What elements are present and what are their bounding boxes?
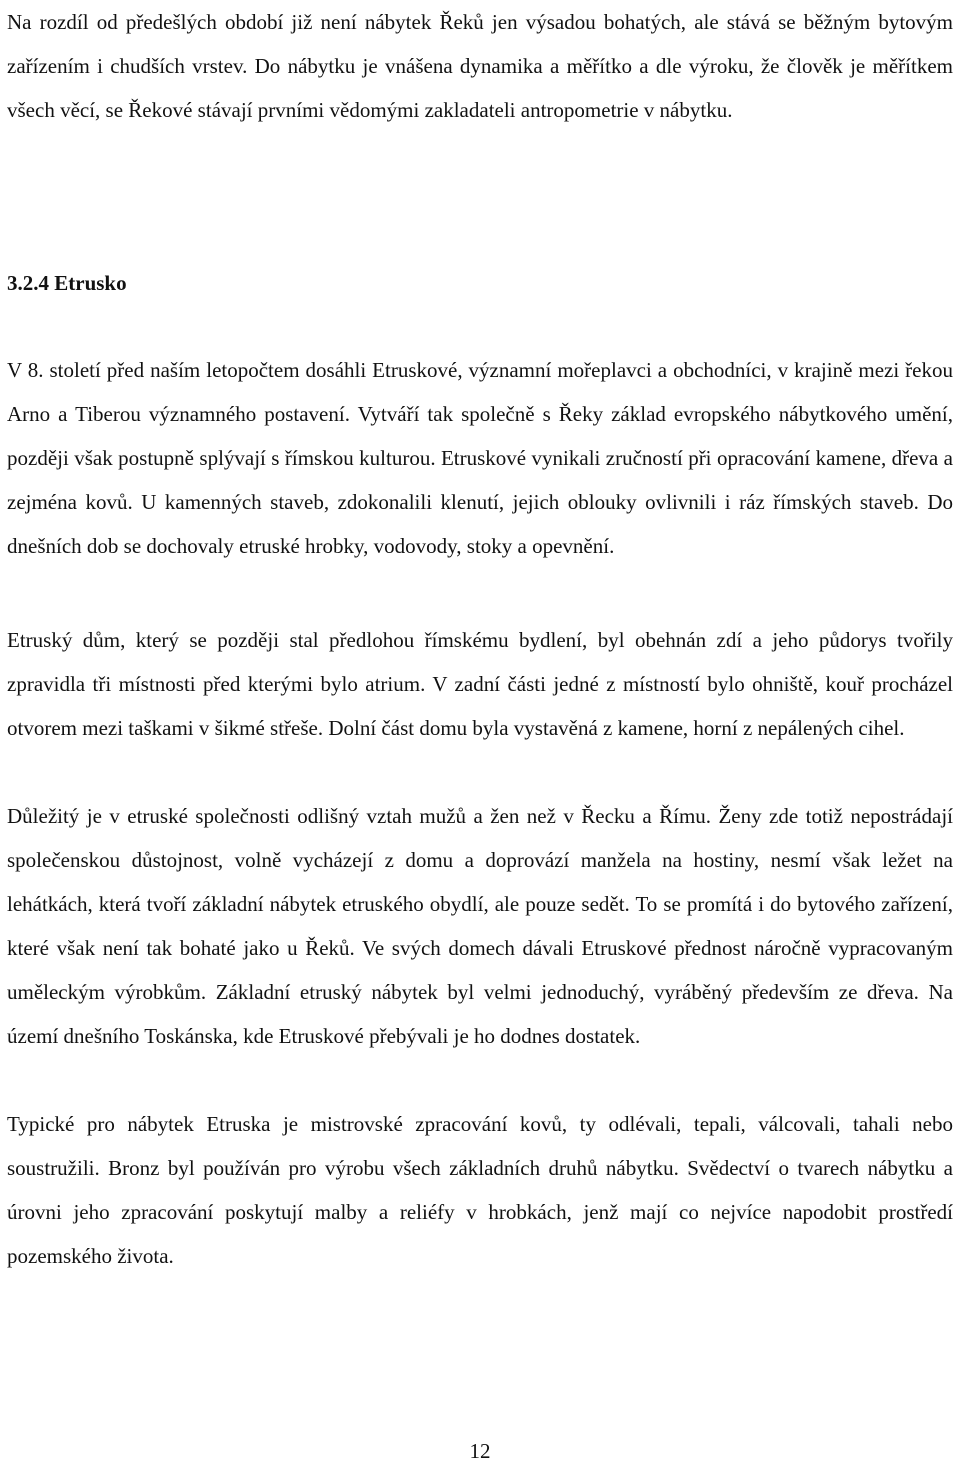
paragraph-etruscan-metalwork: Typické pro nábytek Etruska je mistrovské zpracování kovů, ty odlévali, tepali, válcovali, tahali nebo soustružili. Bronz byl používán pro výrobu všech základních druhů nábytku. Svědectví o tvarech nábytku a úrovni jeho zpracování poskytují malby a reliéfy v hrobkách, jenž mají co nejvíce napodobit prostředí pozemského života.	[7, 1112, 953, 1268]
paragraph-etruscans-history: V 8. století před naším letopočtem dosáhli Etruskové, významní mořeplavci a obchodníci, v krajině mezi řekou Arno a Tiberou významného postavení. Vytváří tak společně s Řeky základ evropského nábytkového umění, později však postupně splývají s římskou kulturou. Etruskové vynikali zručností při opracování kamene, dřeva a zejména kovů. U kamenných staveb, zdokonalili klenutí, jejich oblouky ovlivnili i ráz římských staveb. Do dnešních dob se dochovaly etruské hrobky, vodovody, stoky a opevnění.	[7, 358, 953, 558]
page-number: 12	[469, 1439, 491, 1463]
paragraph-etruscan-house: Etruský dům, který se později stal předlohou římskému bydlení, byl obehnán zdí a jeho půdorys tvořily zpravidla tři místnosti před kterými bylo atrium. V zadní části jedné z místností bylo ohniště, kouř procházel otvorem mezi taškami v šikmé střeše. Dolní část domu byla vystavěná z kamene, horní z nepálených cihel.	[7, 628, 953, 740]
paragraph-etruscan-society: Důležitý je v etruské společnosti odlišný vztah mužů a žen než v Řecku a Římu. Ženy zde totiž nepostrádají společenskou důstojnost, volně vycházejí z domu a doprovází manžela na hostiny, nesmí však ležet na lehátkách, která tvoří základní nábytek etruského obydlí, ale pouze sedět. To se promítá i do bytového zařízení, které však není tak bohaté jako u Řeků. Ve svých domech dávali Etruskové přednost náročně vypracovaným uměleckým výrobkům. Základní etruský nábytek byl velmi jednoduchý, vyráběný především ze dřeva. Na území dnešního Toskánska, kde Etruskové přebývali je ho dodnes dostatek.	[7, 804, 953, 1048]
paragraph-intro: Na rozdíl od předešlých období již není nábytek Řeků jen výsadou bohatých, ale stává se běžným bytovým zařízením i chudších vrstev. Do nábytku je vnášena dynamika a měřítko a dle výroku, že člověk je měřítkem všech věcí, se Řekové stávají prvními vědomými zakladateli antropometrie v nábytku.	[7, 10, 953, 122]
section-heading: 3.2.4 Etrusko	[7, 271, 127, 295]
